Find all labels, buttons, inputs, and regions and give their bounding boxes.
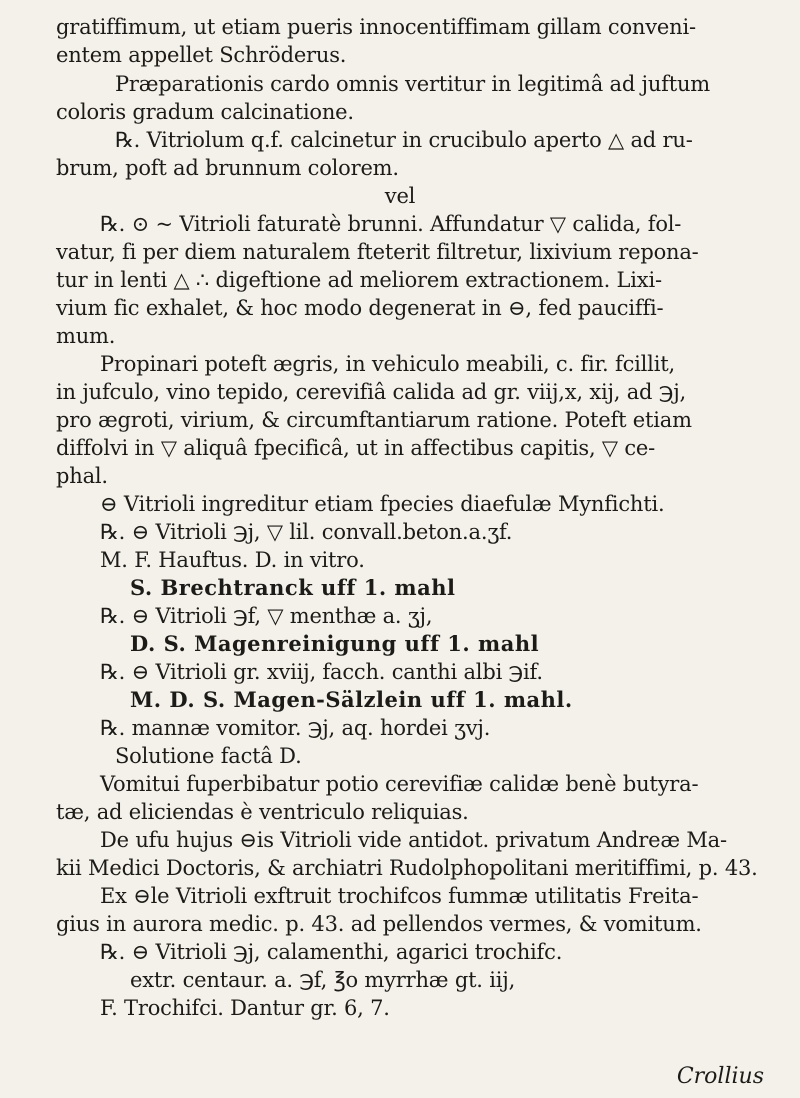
text-line: Solutione factâ D. (115, 744, 302, 768)
text-line: Propinari poteft ægris, in vehiculo meabili, c. fir. fcillit, (100, 352, 675, 376)
text-line: coloris gradum calcinatione. (56, 100, 354, 124)
text-line: De ufu hujus ⊖is Vitrioli vide antidot. privatum Andreæ Ma- (100, 828, 727, 852)
text-line: F. Trochifci. Dantur gr. 6, 7. (100, 996, 390, 1020)
text-line: in jufculo, vino tepido, cerevifiâ calida ad gr. viij,x, xij, ad ℈j, (56, 380, 687, 404)
text-line: ℞. ⊖ Vitrioli gr. xviij, facch. canthi albi ℈if. (100, 660, 543, 684)
text-line: ℞. Vitriolum q.f. calcinetur in crucibulo aperto △ ad ru- (115, 128, 693, 152)
text-line: tæ, ad eliciendas è ventriculo reliquias. (56, 800, 469, 824)
text-line: Vomitui fuperbibatur potio cerevifiæ calidæ benè butyra- (100, 772, 699, 796)
text-line: vium fic exhalet, & hoc modo degenerat in ⊖, fed pauciffi- (56, 296, 664, 320)
text-line: extr. centaur. a. ℈f, ℥o myrrhæ gt. iij, (130, 968, 516, 992)
text-line: vel (384, 184, 416, 208)
text-line: entem appellet Schröderus. (56, 43, 347, 67)
text-line: D. S. Magenreinigung uff 1. mahl (130, 631, 540, 656)
text-line: ℞. ⊙ ~ Vitrioli faturatè brunni. Affundatur ▽ calida, fol- (100, 212, 682, 236)
text-line: gratiffimum, ut etiam pueris innocentiffimam gillam conveni- (56, 15, 696, 39)
text-line: vatur, fi per diem naturalem fteterit filtretur, lixivium repona- (56, 240, 699, 264)
text-line: Ex ⊖le Vitrioli exftruit trochifcos fummæ utilitatis Freita- (100, 884, 699, 908)
text-line: ℞. ⊖ Vitrioli ℈j, calamenthi, agarici trochifc. (100, 940, 563, 964)
text-line: M. D. S. Magen-Sälzlein uff 1. mahl. (130, 687, 573, 712)
text-line: brum, poft ad brunnum colorem. (56, 156, 399, 180)
text-line: ℞. ⊖ Vitrioli ℈j, ▽ lil. convall.beton.a.ʒf. (100, 520, 513, 544)
text-line: S. Brechtranck uff 1. mahl (130, 575, 456, 600)
catchword: Crollius (676, 1064, 764, 1089)
text-line: ℞. mannæ vomitor. ℈j, aq. hordei ʒvj. (100, 716, 491, 740)
text-line: ℞. ⊖ Vitrioli ℈f, ▽ menthæ a. ʒj, (100, 604, 433, 628)
text-line: kii Medici Doctoris, & archiatri Rudolphopolitani meritiffimi, p. 43. (56, 856, 758, 880)
text-line: M. F. Hauftus. D. in vitro. (100, 548, 365, 572)
text-line: phal. (56, 464, 108, 488)
text-line: ⊖ Vitrioli ingreditur etiam fpecies diaefulæ Mynfichti. (100, 492, 665, 516)
text-line: pro ægroti, virium, & circumftantiarum ratione. Poteft etiam (56, 408, 692, 432)
text-line: gius in aurora medic. p. 43. ad pellendos vermes, & vomitum. (56, 912, 702, 936)
text-line: mum. (56, 324, 116, 348)
text-line: Præparationis cardo omnis vertitur in legitimâ ad juftum (115, 72, 711, 96)
text-line: diffolvi in ▽ aliquâ fpecificâ, ut in affectibus capitis, ▽ ce- (56, 436, 656, 460)
text-line: tur in lenti △ ∴ digeftione ad meliorem extractionem. Lixi- (56, 268, 662, 292)
